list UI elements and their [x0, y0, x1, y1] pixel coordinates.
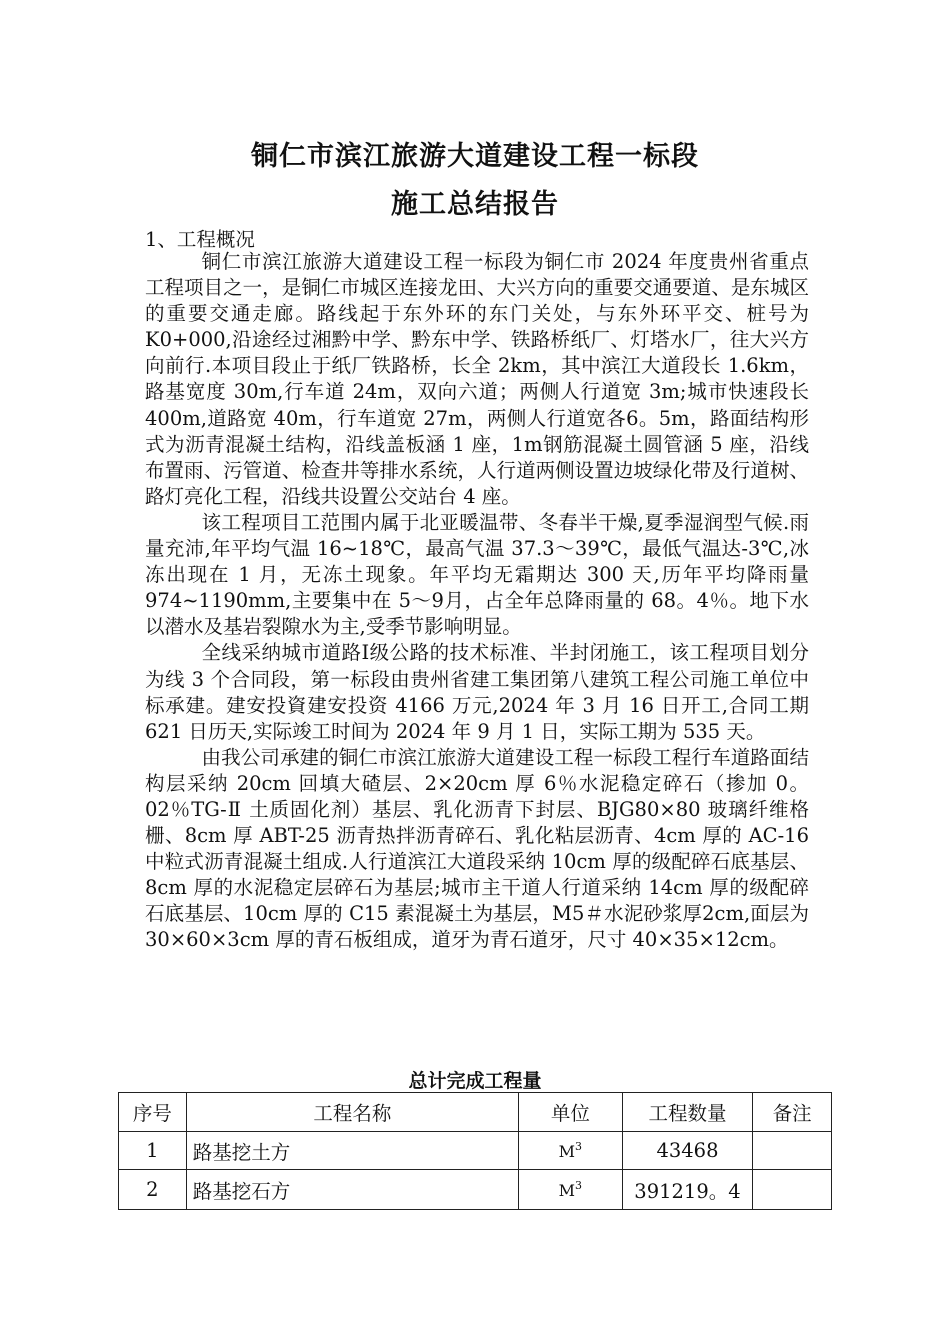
table-caption: 总计完成工程量: [408, 1070, 542, 1092]
unit-base: M: [558, 1142, 576, 1161]
row-note: [753, 1132, 832, 1170]
row-unit: [519, 1170, 622, 1210]
row-note: [753, 1170, 832, 1210]
unit-superscript: 3: [575, 1179, 583, 1192]
row-unit: [519, 1132, 622, 1170]
row-name: 路基挖土方: [186, 1132, 518, 1170]
header-name: 工程名称: [186, 1093, 518, 1132]
quantities-table: [118, 1092, 832, 1210]
table-row: [119, 1170, 832, 1210]
section-heading: 1、工程概况: [145, 228, 255, 251]
row-index: 1: [119, 1132, 187, 1170]
unit-superscript: 3: [575, 1140, 583, 1153]
table-header-row: [119, 1093, 832, 1132]
row-name: 路基挖石方: [186, 1170, 518, 1210]
paragraph-structure: 由我公司承建的铜仁市滨江旅游大道建设工程一标段工程行车道路面结构层采纳 20cm 回填大碴层、2×20cm 厚 6％水泥稳定碎石（掺加 0。02％TG-Ⅱ 土质固化剂）基层、乳化沥青下封层、BJG80×80 玻璃纤维格栅、8cm 厚 ABT-25 沥青热拌沥青碎石、乳化粘层沥青、4cm 厚的 AC-16 中粒式沥青混凝土组成.人行道滨江大道段采纳 10cm 厚的级配碎石底基层、8cm 厚的水泥稳定层碎石为基层;城市主干道人行道采纳 14cm 厚的级配碎石底基层、10cm 厚的 C15 素混凝土为基层，M5＃水泥砂浆厚2cm,面层为 30×60×3cm 厚的青石板组成，道牙为青石道牙，尺寸 40×35×12cm。: [145, 745, 809, 952]
row-index: 2: [119, 1170, 187, 1210]
row-amount: 391219。4: [622, 1170, 753, 1210]
paragraph-climate: 该工程项目工范围内属于北亚暖温带、冬春半干燥,夏季湿润型气候.雨量充沛,年平均气温 16~18℃，最高气温 37.3～39℃，最低气温达-3℃,冰冻出现在 1 月，无冻土现象。年平均无霜期达 300 天,历年平均降雨量 974~1190mm,主要集中在 5～9月，占全年总降雨量的 68。4％。地下水以潜水及基岩裂隙水为主,受季节影响明显。: [145, 510, 809, 639]
header-unit: 单位: [519, 1093, 622, 1132]
document-title: 铜仁市滨江旅游大道建设工程一标段: [251, 141, 699, 172]
table-row: [119, 1132, 832, 1170]
unit-base: M: [558, 1181, 576, 1200]
document-subtitle: 施工总结报告: [391, 189, 559, 220]
row-amount: 43468: [622, 1132, 753, 1170]
header-index: 序号: [119, 1093, 187, 1132]
paragraph-overview: 铜仁市滨江旅游大道建设工程一标段为铜仁市 2024 年度贵州省重点工程项目之一，是铜仁市城区连接龙田、大兴方向的重要交通要道、是东城区的重要交通走廊。路线起于东外环的东门关处，与东外环平交、桩号为 K0+000,沿途经过湘黔中学、黔东中学、铁路桥纸厂、灯塔水厂，往大兴方向前行.本项目段止于纸厂铁路桥，长全 2km，其中滨江大道段长 1.6km，路基宽度 30m,行车道 24m，双向六道；两侧人行道宽 3m;城市快速段长 400m,道路宽 40m，行车道宽 27m，两侧人行道宽各6。5m，路面结构形式为沥青混凝土结构，沿线盖板涵 1 座，1m钢筋混凝土圆管涵 5 座，沿线布置雨、污管道、检查井等排水系统，人行道两侧设置边坡绿化带及行道树、路灯亮化工程，沿线共设置公交站台 4 座。: [145, 250, 809, 508]
header-amount: 工程数量: [622, 1093, 753, 1132]
paragraph-contract: 全线采纳城市道路Ⅰ级公路的技术标准、半封闭施工，该工程项目划分为线 3 个合同段，第一标段由贵州省建工集团第八建筑工程公司施工单位中标承建。建安投資建安投资 4166 万元,2024 年 3 月 16 日开工,合同工期 621 日历天,实际竣工时间为 2024 年 9 月 1 日，实际工期为 535 天。: [145, 641, 809, 743]
header-note: 备注: [753, 1093, 832, 1132]
report-body: [145, 249, 809, 954]
